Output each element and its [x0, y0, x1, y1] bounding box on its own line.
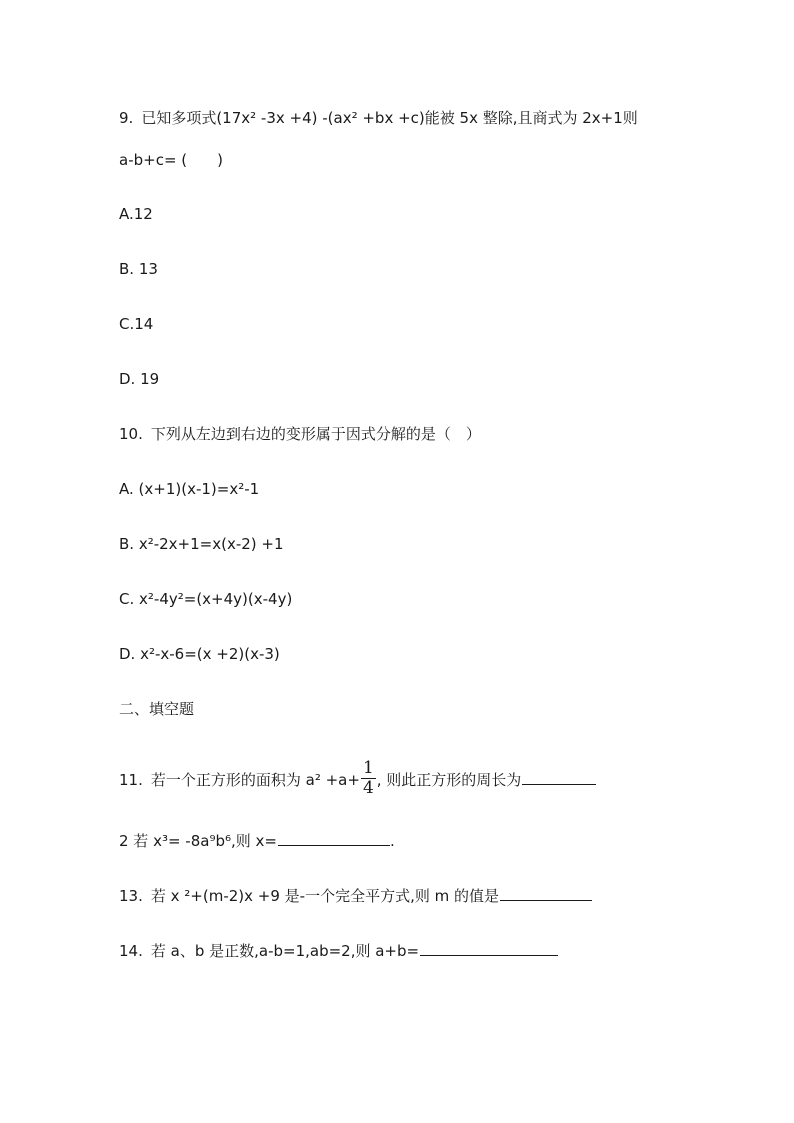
question-9-option-b: B. 13: [119, 260, 158, 278]
question-12: [119, 829, 395, 852]
section-title: 二、填空题: [119, 700, 195, 718]
question-13: [119, 884, 592, 907]
question-9-option-a: A.12: [119, 205, 153, 223]
question-text: 下列从左边到右边的变形属于因式分解的是（ ）: [150, 425, 481, 443]
fraction-numerator: 1: [362, 758, 374, 778]
question-number: 13.: [119, 887, 143, 905]
question-9-option-d: D. 19: [119, 370, 160, 388]
question-10-stem: [119, 423, 481, 445]
question-10-option-a: A. (x+1)(x-1)=x²-1: [119, 480, 260, 498]
question-number: 11.: [119, 771, 143, 789]
question-text: 已知多项式(17x² -3x +4) -(ax² +bx +c)能被 5x 整除,且商式为 2x+1则: [141, 109, 638, 127]
question-number: 9.: [119, 109, 134, 127]
question-text: 若一个正方形的面积为 a² +a+: [150, 771, 360, 789]
question-10-option-b: B. x²-2x+1=x(x-2) +1: [119, 535, 284, 553]
question-text: 若 x ²+(m-2)x +9 是-一个完全平方式,则 m 的值是: [150, 887, 499, 905]
question-text: , 则此正方形的周长为: [376, 771, 522, 789]
question-9-stem: [119, 107, 638, 129]
question-9-stem-continued: [119, 149, 223, 171]
answer-blank[interactable]: [420, 939, 558, 956]
question-text: 若 a、b 是正数,a-b=1,ab=2,则 a+b=: [150, 942, 420, 960]
answer-blank[interactable]: [522, 768, 596, 785]
question-14: [119, 939, 558, 962]
question-10-option-d: D. x²-x-6=(x +2)(x-3): [119, 645, 280, 663]
question-9-option-c: C.14: [119, 315, 154, 333]
answer-blank[interactable]: [500, 884, 592, 901]
question-end-mark: .: [389, 832, 395, 850]
question-number: 14.: [119, 942, 143, 960]
question-text: a-b+c= ( ): [119, 151, 223, 169]
answer-blank[interactable]: [278, 829, 390, 846]
question-11: [119, 758, 596, 800]
fraction: [361, 759, 376, 798]
fraction-denominator: 4: [362, 778, 374, 798]
question-10-option-c: C. x²-4y²=(x+4y)(x-4y): [119, 590, 293, 608]
question-number: 10.: [119, 425, 143, 443]
question-text: 2 若 x³= -8a⁹b⁶,则 x=: [119, 832, 277, 850]
